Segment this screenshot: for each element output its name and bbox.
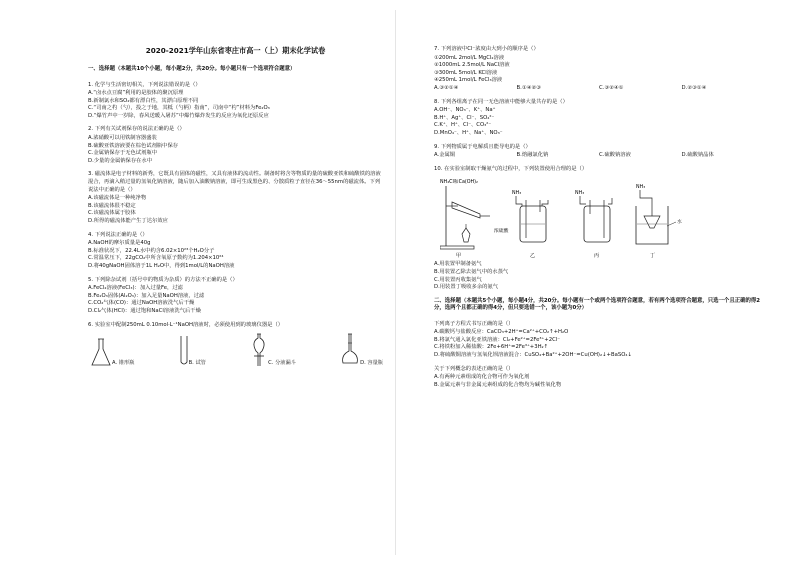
option-b: B.新制氯水和SO₂都有漂白性，其漂白原理不同: [88, 97, 199, 104]
option-c-label: C. 分液漏斗: [268, 359, 296, 366]
option-d: D.硫酸钠晶体: [681, 152, 714, 159]
question-7: [434, 46, 764, 93]
option-c: C.用装置丙收集氨气: [434, 276, 482, 283]
option-c: C.硫酸钠溶液: [599, 152, 631, 159]
nh3-label-yi: NH₃: [512, 191, 522, 197]
conical-flask-icon: [90, 337, 112, 367]
option-b: B.将氯气通入氯化亚铁溶液：Cl₂+Fe²⁺=2Fe³⁺+2Cl⁻: [434, 336, 561, 343]
apparatus-jia: [440, 178, 490, 258]
apparatus-ding: [636, 184, 682, 258]
solution-item: ④250mL 1mol/L FeCl₃溶液: [434, 77, 503, 84]
label-jia: 甲: [456, 253, 462, 259]
option-b: B.Fe₂O₃固体(Al₂O₃)：加入足量NaOH溶液，过滤: [88, 292, 205, 299]
section-two-heading: 二、选择题（本题共5个小题，每小题4分，共20分。每小题有一个或两个选项符合题意，若有两个选项符合题意，只选一个且正确的得2分，选两个且都正确的得4分，但只要选错一个，该小题为0分）: [434, 297, 761, 312]
option-c: C.③②④①: [599, 84, 624, 91]
solution-item: ③300mL 5mol/L KCl溶液: [434, 69, 498, 76]
option-c: C.金属钠保存于无色试剂瓶中: [88, 150, 157, 157]
option-d: D.用装置丁吸收多余的氨气: [434, 284, 499, 291]
option-a: A.有两种元素组成的化合物可作为氧化剂: [434, 374, 530, 381]
option-b: B.金属元素与非金属元素组成的化合物均为碱性氧化物: [434, 381, 562, 388]
option-d: D.少量的金属钠保存在水中: [88, 157, 153, 164]
question-11: [434, 321, 764, 360]
question-stem: 1. 化学与生活密切相关，下列说法错误的是（）: [88, 81, 201, 88]
option-d: D.将硫酸铜溶液与氢氧化钡溶液混合：CuSO₄+Ba²⁺+2OH⁻=Cu(OH)₂↓+BaSO₄↓: [434, 352, 632, 359]
exam-title: 2020-2021学年山东省枣庄市高一（上）期末化学试卷: [145, 46, 326, 55]
ammonia-apparatus-diagram: [440, 176, 690, 258]
option-a: [88, 337, 134, 367]
label-bing: 丙: [594, 253, 600, 259]
option-d: D.Cl₂气体(HCl)：通过饱和NaCl溶液洗气后干燥: [88, 307, 201, 314]
option-c: C.K⁺、H⁺、Cl⁻、CO₃²⁻: [434, 122, 492, 129]
option-a: A.③②①④: [434, 84, 459, 91]
label-yi: 乙: [530, 253, 536, 259]
nh3-label-ding: NH₃: [636, 185, 646, 191]
option-a: A.NaOH的摩尔质量是40g: [88, 240, 151, 247]
option-a: A.金属铜: [434, 152, 456, 159]
option-b: B.用装置乙除去氨气中的水蒸气: [434, 268, 509, 275]
option-d: D.②③①④: [681, 84, 707, 91]
question-stem: 6. 实验室中配制250mL 0.10mol·L⁻¹NaOH溶液时，必须使用到的玻璃仪器是（）: [88, 321, 284, 328]
question-stem: 10. 在实验室制取干燥氨气的过程中，下列装置使用合理的是（）: [434, 165, 588, 172]
option-b: B.标准状况下，22.4L水中约含6.02×10²³个H₂O分子: [88, 247, 215, 254]
question-stem: 5. 下列除杂试剂（括号中的物质为杂质）的方法不正确的是（）: [88, 276, 238, 283]
options-row: [434, 152, 764, 160]
option-c: C.常温常压下，22gCO₂中所含氧原子数约为1.204×10²⁴: [88, 255, 224, 262]
nh3-label-bing: NH₃: [575, 191, 585, 197]
apparatus-bing: [575, 190, 612, 258]
option-a-label: A. 锥形瓶: [112, 359, 135, 366]
option-d-label: D. 容量瓶: [360, 359, 383, 366]
question-stem: 关于下列概念的表述正确的是（）: [434, 365, 514, 372]
option-a: A.OH⁻、NO₃⁻、K⁺、Na⁺: [434, 107, 496, 114]
option-c: C.将铁粉加入稀盐酸：2Fe+6H⁺=2Fe³⁺+3H₂↑: [434, 344, 549, 351]
option-a: A.浓硝酸可以用铁制容器盛装: [88, 135, 157, 142]
volumetric-flask-icon: [340, 333, 360, 367]
option-c: C.CO₂气体(CO)：通过NaOH溶液洗气后干燥: [88, 300, 195, 307]
question-6: [88, 322, 383, 368]
option-a: A.该磁流体是一种纯净物: [88, 195, 147, 202]
option-c: [248, 333, 296, 367]
option-a: A.碳酸钙与盐酸反应：CaCO₃+2H⁺=Ca²⁺+CO₂↑+H₂O: [434, 329, 569, 336]
test-tube-icon: [179, 335, 189, 367]
option-d: D.所得的磁流体能产生丁达尔效应: [88, 218, 168, 224]
question-stem: 2. 下列有关试剂保存的说法正确的是（）: [88, 126, 185, 133]
question-5: [88, 277, 383, 316]
question-stem: 8. 下列各组离子在同一无色溶液中能够大量共存的是（）: [434, 98, 568, 105]
solution-item: ②1000mL 2.5mol/L NaCl溶液: [434, 62, 510, 69]
option-b: B.硫酸亚铁溶液要在棕色试剂瓶中保存: [88, 142, 179, 149]
option-d: [338, 333, 383, 367]
solution-item: ①200mL 2mol/L MgCl₂溶液: [434, 54, 505, 61]
reagent-label: NH₄Cl和Ca(OH)₂: [440, 180, 478, 186]
options-row: [434, 85, 764, 93]
question-stem: 3. 磁流体是电子材料的新秀，它既具有固体的磁性，又具有液体的流动性。制备时将含等物质的量的硫酸亚铁和硫酸铁的溶液混合，再滴入稍过量的氢氧化钠溶液，随后加入油酸钠溶液，即可生成黑色的、分散质粒子直径在36～55nm的磁流体。下列说法中正确的是（）: [88, 171, 381, 193]
option-b-label: B. 试管: [188, 359, 206, 366]
section-one-heading: 一、选择题（本题共10个小题，每小题2分，共20分。每小题只有一个选项符合题意）: [88, 66, 296, 72]
option-d: D.将40gNaOH固体溶于1L H₂O中，得到1mol/L的NaOH溶液: [88, 262, 235, 269]
option-b: B.①④②③: [516, 84, 541, 91]
glassware-options: [88, 333, 383, 367]
question-1: [88, 82, 383, 121]
question-stem: 7. 下列溶液中Cl⁻浓度由大到小的顺序是（）: [434, 46, 539, 52]
apparatus-figure: [440, 176, 764, 258]
option-c: C.该磁流体属于胶体: [88, 210, 136, 217]
option-b: B.H⁺、Ag⁺、Cl⁻、SO₄²⁻: [434, 114, 495, 121]
label-ding: 丁: [650, 253, 656, 259]
option-a: A.用装置甲制备氨气: [434, 261, 482, 268]
right-page: [397, 0, 794, 562]
question-stem: 9. 下列物质属于电解质且能导电的是（）: [434, 143, 531, 150]
option-c: C.“司南之杓（勺），投之于地，其柢（勺柄）指南”，司南中“杓”材料为Fe₂O₃: [88, 105, 270, 112]
question-2: [88, 126, 383, 165]
option-b: B.熔融氯化钠: [516, 152, 549, 159]
question-4: [88, 232, 383, 271]
acid-label: 浓硫酸: [494, 229, 509, 235]
option-a: A.“卤水点豆腐”利用的是胶体的聚沉原理: [88, 90, 184, 97]
question-10: [434, 166, 764, 292]
question-8: [434, 99, 764, 138]
question-9: [434, 144, 764, 160]
water-label: 水: [677, 220, 682, 226]
question-stem: 下列离子方程式书写正确的是（）: [434, 320, 514, 327]
question-12: [434, 366, 764, 390]
option-b: B.该磁流体很不稳定: [88, 202, 136, 209]
option-a: A.FeCl₂溶液(FeCl₃)：加入过量Fe，过滤: [88, 285, 183, 292]
option-b: [177, 335, 206, 367]
option-d: D.MnO₄⁻、H⁺、Na⁺、NO₃⁻: [434, 129, 503, 136]
question-3: [88, 171, 383, 225]
question-stem: 4. 下列说法正确的是（）: [88, 231, 148, 238]
apparatus-yi: [494, 190, 548, 258]
separatory-funnel-icon: [250, 333, 268, 367]
option-d: D.“爆竹声中一岁除，春风送暖入屠苏”中爆竹爆炸发生的反应为氧化还原反应: [88, 112, 269, 119]
